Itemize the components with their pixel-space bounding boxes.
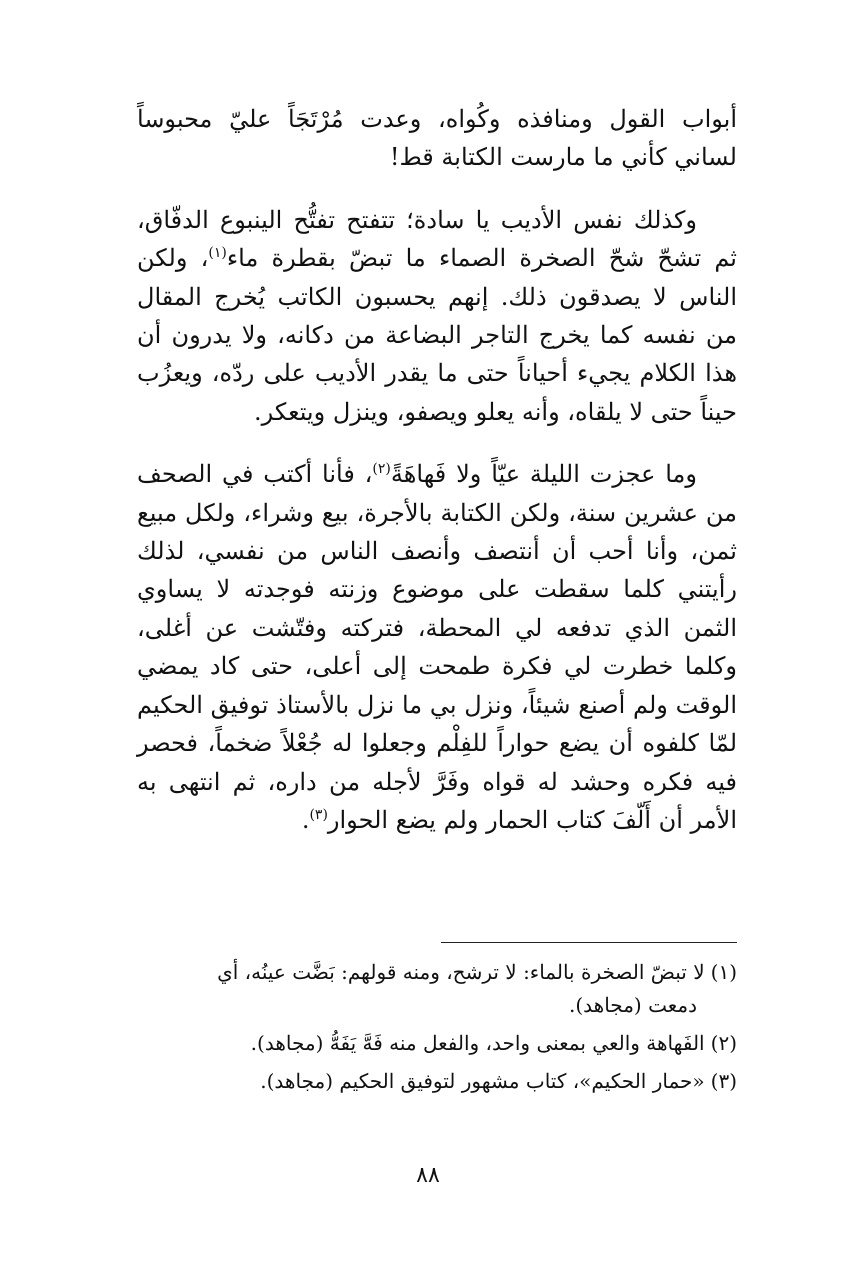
main-text [137, 100, 737, 863]
paragraph-text: وكذلك نفس الأديب يا سادة؛ تتفتح تفتُّح الينبوع الدفّاق، ثم تشحّ شحّ الصخرة الصماء ما تبضّ بقطرة ماء [137, 205, 737, 273]
footnote-reference[interactable]: (١) [208, 245, 227, 262]
footnote-reference[interactable]: (٢) [372, 461, 391, 478]
footnote-text-continued: دمعت (مجاهد). [569, 993, 697, 1017]
paragraph-text: . [301, 805, 310, 834]
footnote-number: (٣) [710, 1069, 737, 1093]
footnote-number: (٢) [710, 1031, 737, 1055]
paragraph-text: ، فأنا أكتب في الصحف من عشرين سنة، ولكن الكتابة بالأجرة، بيع وشراء، ولكل مبيع ثمن، وأنا أحب أن أنتصف وأنصف الناس من نفسي، لذلك رأيتني كلما سقطت على موضوع وزنته فوجدته لا يساوي الثمن الذي تدفعه لي المحطة، فتركته وفتّشت عن أغلى، وكلما خطرت لي فكرة طمحت إلى أعلى، حتى كاد يمضي الوقت ولم أصنع شيئاً، ونزل بي ما نزل بالأستاذ توفيق الحكيم لمّا كلفوه أن يضع حواراً للفِلْم وجعلوا له جُعْلاً ضخماً، فحصر فيه فكره وحشد له قواه وفَرَّ لأجله من داره، ثم انتهى به الأمر أن أَلّفَ كتاب الحمار ولم يضع الحوار [137, 460, 737, 834]
paragraph-1 [137, 100, 737, 177]
paragraph-2 [137, 201, 737, 431]
paragraph-text: ، ولكن الناس لا يصدقون ذلك. إنهم يحسبون الكاتب يُخرج المقال من نفسه كما يخرج التاجر البضاعة من دكانه، ولا يدرون أن هذا الكلام يجيء أحياناً حتى ما يقدر الأديب على ردّه، ويعزُب حيناً حتى لا يلقاه، وأنه يعلو ويصفو، وينزل ويتعكر. [137, 244, 737, 426]
footnote-2 [137, 1027, 737, 1060]
footnote-reference[interactable]: (٣) [309, 806, 328, 823]
footnote-text: «حمار الحكيم»، كتاب مشهور لتوفيق الحكيم (مجاهد). [260, 1069, 705, 1093]
footnote-number: (١) [710, 960, 737, 984]
footnote-text: لا تبضّ الصخرة بالماء: لا ترشح، ومنه قولهم: بَضَّت عينُه، أي [217, 960, 705, 984]
paragraph-3 [137, 455, 737, 839]
paragraph-text: وما عجزت الليلة عيّاً ولا فَهاهَةً [390, 460, 697, 489]
footnote-1 [137, 956, 737, 1022]
footnote-3 [137, 1065, 737, 1098]
footnotes [137, 956, 737, 1103]
page-number: ٨٨ [416, 1163, 440, 1188]
footnote-text: الفَهاهة والعي بمعنى واحد، والفعل منه فَهَّ يَفَهُّ (مجاهد). [250, 1031, 705, 1055]
paragraph-text: أبواب القول ومنافذه وكُواه، وعدت مُرْتَجَاً عليّ محبوساً لساني كأني ما مارست الكتابة قط! [137, 105, 737, 172]
footnote-divider [441, 942, 737, 943]
